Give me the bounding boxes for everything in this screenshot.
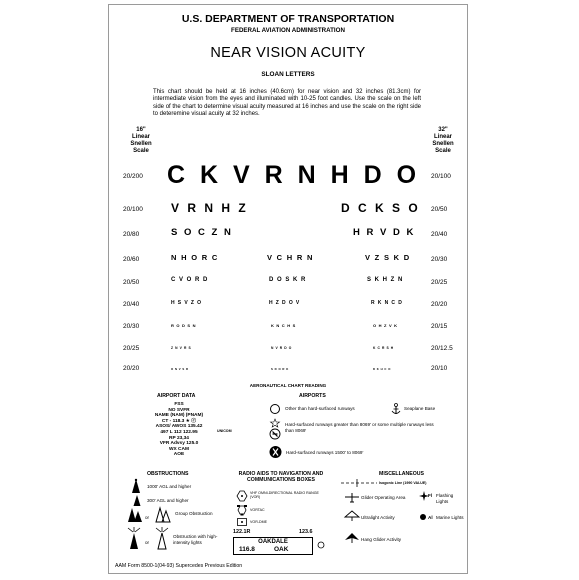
row-2-letters-b: D C K S O	[341, 201, 421, 215]
row-7-letters-a: R O D S N	[171, 323, 197, 328]
row-9-left-score: 20/20	[123, 365, 140, 372]
ultralight-label: Ultralight Activity	[361, 515, 395, 520]
airport-line-elev: 497 L 112 122.95	[160, 429, 198, 435]
row-2-right-score: 20/50	[431, 206, 448, 213]
airport-hard-short-label: Hard-surfaced runways 1500' to 8069'	[286, 450, 364, 455]
flashing-lights-label: Flashing Lights	[436, 493, 454, 504]
department-title: U.S. DEPARTMENT OF TRANSPORTATION	[181, 13, 395, 25]
airport-unicom-label: UNICOM	[217, 429, 232, 433]
misc-title: MISCELLANEOUS	[379, 471, 424, 477]
right-scale-snellen: Snellen	[432, 141, 454, 147]
row-7-right-score: 20/15	[431, 323, 448, 330]
airport-other-icon	[269, 403, 281, 415]
row-5-letters-b: D O S K R	[269, 277, 307, 283]
row-4-right-score: 20/30	[431, 256, 448, 263]
marine-lights-icon	[419, 513, 427, 521]
vor-dme-label: VOR-DME	[250, 520, 267, 524]
row-5-letters-a: C V O R D	[171, 277, 209, 283]
row-2-left-score: 20/100	[123, 206, 143, 213]
vortac-icon	[237, 505, 247, 515]
group-obstruction-icon	[127, 508, 143, 522]
row-5-right-score: 20/25	[431, 279, 448, 286]
vision-chart-card	[108, 4, 468, 574]
row-9-letters-a: O N V S R	[171, 367, 189, 371]
radio-aids-title: RADIO AIDS TO NAVIGATION AND COMMUNICATIONS BOXES	[238, 471, 324, 483]
row-2-letters-a: V R N H Z	[171, 201, 249, 215]
row-1-letters: C K V R N H D O	[167, 161, 421, 189]
row-7-letters-b: K N C H S	[271, 323, 296, 328]
airport-line-vfr: VFR Advsy 125.0	[159, 441, 199, 447]
row-6-left-score: 20/40	[123, 301, 140, 308]
airport-data-block	[139, 402, 219, 458]
hang-glider-label: Hang Glider Activity	[361, 537, 402, 542]
group-or-label: or	[145, 515, 150, 520]
row-7-letters-c: O H Z V K	[373, 323, 398, 328]
comm-box	[233, 537, 313, 555]
row-9-right-score: 20/10	[431, 365, 448, 372]
chart-title: NEAR VISION ACUITY	[210, 45, 366, 61]
row-4-letters-b: V C H R N	[267, 253, 314, 262]
airport-line-fss: FSS	[174, 402, 184, 407]
row-4-letters-a: N H O R C	[171, 253, 219, 262]
airport-data-title: AIRPORT DATA	[157, 393, 196, 399]
left-scale-distance: 16"	[136, 127, 146, 133]
airport-line-asos: ASOS/ AWOS 135.42	[155, 424, 203, 430]
row-9-letters-c: D K H C O	[373, 367, 391, 371]
row-6-letters-a: H S V Z O	[171, 300, 202, 306]
row-8-left-score: 20/25	[123, 345, 140, 352]
flashing-fl: Fl	[428, 493, 433, 498]
vor-label: VHF OMNI-DIRECTIONAL RADIO RANGE (VOR)	[250, 491, 319, 500]
right-scale-header	[425, 127, 461, 155]
row-6-right-score: 20/20	[431, 301, 448, 308]
obstruction-lights-icon	[125, 527, 143, 549]
seaplane-base-label: Seaplane Base	[404, 406, 436, 411]
airport-line-aoe: AOE	[173, 452, 185, 458]
row-8-letters-b: N V R D O	[271, 346, 292, 350]
row-9-letters-b: S D O R K	[271, 367, 289, 371]
right-scale-linear: Linear	[433, 134, 452, 140]
row-5-letters-c: S K H Z N	[367, 277, 404, 283]
marine-lights-label: Marine Lights	[436, 515, 464, 520]
freq-right: 123.6	[299, 529, 313, 535]
airport-hard-short-icon	[269, 445, 282, 459]
row-3-left-score: 20/80	[123, 231, 140, 238]
row-3-letters-a: S O C Z N	[171, 227, 233, 238]
airport-other-label: Other than hard-surfaced runways	[285, 406, 355, 411]
instructions-paragraph: This chart should be held at 16 inches (40.6cm) for near vision and 32 inches (81.3cm) for intermediate vision from the eyes and illuminated with 10-25 foot candles. Use the scale on the left side of the chart to determine visual acuity measured at 16 inches and use the scale on the right side to deteremine visual acuity at 32 inches.	[153, 89, 421, 118]
row-4-left-score: 20/60	[123, 256, 140, 263]
chart-subtitle: SLOAN LETTERS	[261, 71, 315, 78]
ultralight-icon	[345, 511, 359, 521]
group-obstruction-label: Group Obstruction	[175, 511, 213, 516]
aero-chart-title: AERONAUTICAL CHART READING	[249, 383, 327, 388]
row-1-left-score: 20/200	[123, 173, 143, 180]
comm-box-circle-icon	[317, 541, 325, 549]
airport-hard-long-icon	[269, 419, 281, 441]
freq-left: 122.1R	[233, 529, 251, 535]
row-4-letters-c: V Z S K D	[365, 253, 411, 262]
form-footer: AAM Form 8500-1(04-93) Supercedes Previous Edition	[115, 563, 243, 569]
isogonic-line-icon	[341, 479, 377, 487]
airport-line-rp: RP 23,34	[169, 435, 189, 441]
seaplane-anchor-icon	[391, 403, 401, 415]
right-scale-label: Scale	[435, 148, 451, 154]
airports-title: AIRPORTS	[299, 393, 326, 399]
row-6-letters-b: H Z D O V	[269, 300, 301, 306]
vortac-label: VORTAC	[250, 508, 265, 512]
row-8-letters-c: K C R S H	[373, 346, 394, 350]
obstruction-lights-label: Obstruction with high-intensity lights	[173, 534, 218, 545]
row-8-letters-a: Z N V R S	[171, 346, 192, 350]
marine-al: Al	[428, 515, 433, 520]
left-scale-linear: Linear	[131, 134, 150, 140]
left-scale-header	[123, 127, 159, 155]
row-3-right-score: 20/40	[431, 231, 448, 238]
glider-icon	[345, 491, 359, 503]
isogonic-label: Isogonic Line (1990 VALUE)	[379, 481, 427, 485]
vor-dme-icon	[237, 518, 247, 526]
obstructions-title: OBSTRUCTIONS	[147, 471, 189, 477]
comm-box-name: OAKDALE	[258, 539, 288, 545]
obstruction-short-icon	[133, 495, 141, 506]
row-8-right-score: 20/12.5	[431, 345, 453, 352]
right-scale-distance: 32"	[438, 127, 448, 133]
hang-glider-icon	[345, 533, 359, 543]
obstruction-tall-label: 1000' AGL and higher	[147, 484, 192, 489]
left-scale-label: Scale	[133, 148, 149, 154]
row-5-left-score: 20/50	[123, 279, 140, 286]
airport-line-wxcam: WX CAM	[169, 446, 189, 452]
row-7-left-score: 20/30	[123, 323, 140, 330]
obstruction-tall-icon	[131, 479, 141, 493]
administration-title: FEDERAL AVIATION ADMINISTRATION	[231, 27, 345, 34]
comm-box-id: OAK	[274, 546, 289, 553]
row-1-right-score: 20/100	[431, 173, 451, 180]
airport-line-svfr: NO SVFR	[168, 407, 190, 413]
group-obstruction-alt-icon	[155, 508, 171, 522]
airport-line-name: NAME (NAM) (PNAM)	[154, 413, 204, 419]
comm-box-freq: 116.8	[239, 546, 255, 553]
obstruction-short-label: 300' AGL and higher	[147, 498, 189, 503]
obstruction-lights-alt-icon	[153, 527, 171, 549]
left-scale-snellen: Snellen	[130, 141, 152, 147]
airport-hard-long-label: Hard-surfaced runways greater than 8069' or some multiple runways less than 8069'	[285, 422, 434, 433]
obstruction-lights-or-label: or	[145, 540, 150, 545]
row-3-letters-b: H R V D K	[353, 227, 416, 238]
row-6-letters-c: R K N C D	[371, 300, 403, 306]
glider-label: Glider Operating Area	[361, 495, 406, 500]
airport-line-ct: CT - 118.3 ★ ⓒ	[161, 418, 197, 424]
vor-icon	[237, 491, 247, 501]
